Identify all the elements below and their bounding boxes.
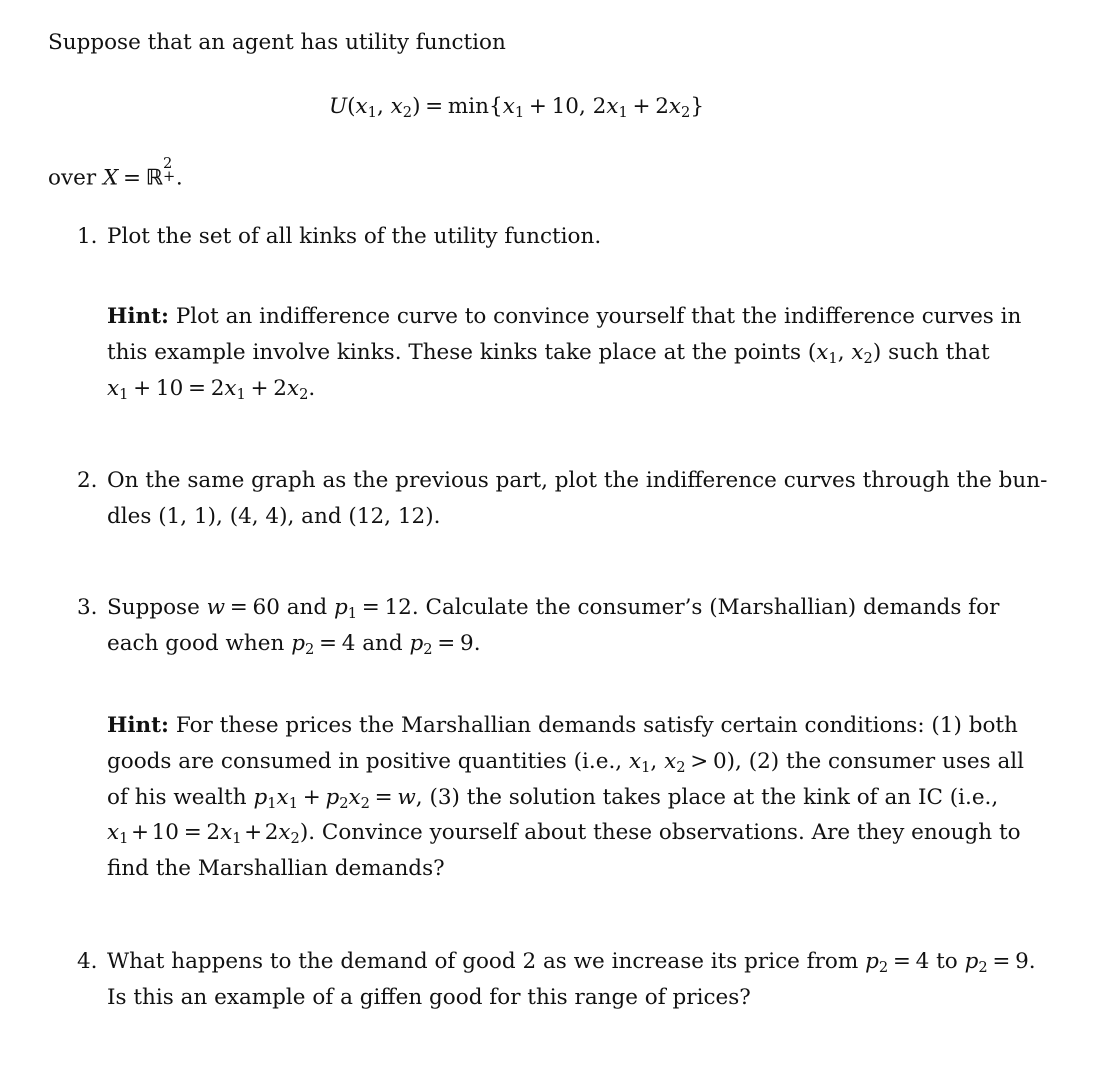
- question-1-text: Plot the set of all kinks of the utility function.: [107, 224, 602, 249]
- hint-label: Hint:: [107, 304, 169, 329]
- domain-line: over X = ℝ 2 + .: [48, 154, 183, 191]
- hint-3-line-5: find the Marshallian demands?: [107, 856, 445, 881]
- question-3-line-2: each good when $p_2 = 4$ and $p_2 = 9$.: [107, 631, 481, 659]
- hint-3-line-2: goods are consumed in positive quantities (i.e., $x_1$, $x_2 > 0$), (2) the consumer uses all: [107, 749, 1025, 777]
- question-1-number: 1.: [77, 224, 98, 249]
- hint-3-line-3: of his wealth $p_1x_1 + p_2x_2 = w$, (3) the solution takes place at the kink of an IC (i.e.,: [107, 785, 999, 813]
- hint-label: Hint:: [107, 713, 169, 738]
- question-3-number: 3.: [77, 595, 98, 620]
- hint-1-line-2: this example involve kinks. These kinks take place at the points ($x_1$, $x_2$) such that: [107, 340, 990, 368]
- question-2-line-2: dles (1, 1), (4, 4), and (12, 12).: [107, 504, 441, 529]
- question-4-line-2: Is this an example of a giffen good for this range of prices?: [107, 985, 751, 1010]
- hint-3-line-4: $x_1 + 10 = 2x_1 + 2x_2$). Convince yourself about these observations. Are they enough to: [107, 820, 1021, 848]
- question-3-line-1: Suppose w = 60 and $p_1 = 12$. Calculate the consumer’s (Marshallian) demands for: [107, 595, 1000, 623]
- utility-equation: $U(x_1$, $x_2) = \min\{x_1 + 10$, $2x_1 + 2x_2$}: [329, 94, 705, 122]
- hint-3-line-1: Hint: For these prices the Marshallian demands satisfy certain conditions: (1) both: [107, 713, 1018, 738]
- intro-line: Suppose that an agent has utility function: [48, 30, 506, 55]
- question-2-line-1: On the same graph as the previous part, plot the indifference curves through the bun-: [107, 468, 1048, 493]
- hint-1-line-1: Hint: Plot an indifference curve to convince yourself that the indifference curves in: [107, 304, 1022, 329]
- hint-1-line-3: $x_1 + 10 = 2x_1 + 2x_2$.: [107, 376, 316, 404]
- question-4-line-1: What happens to the demand of good 2 as we increase its price from $p_2 = 4$ to $p_2 = 9$.: [107, 949, 1036, 977]
- question-2-number: 2.: [77, 468, 98, 493]
- question-4-number: 4.: [77, 949, 98, 974]
